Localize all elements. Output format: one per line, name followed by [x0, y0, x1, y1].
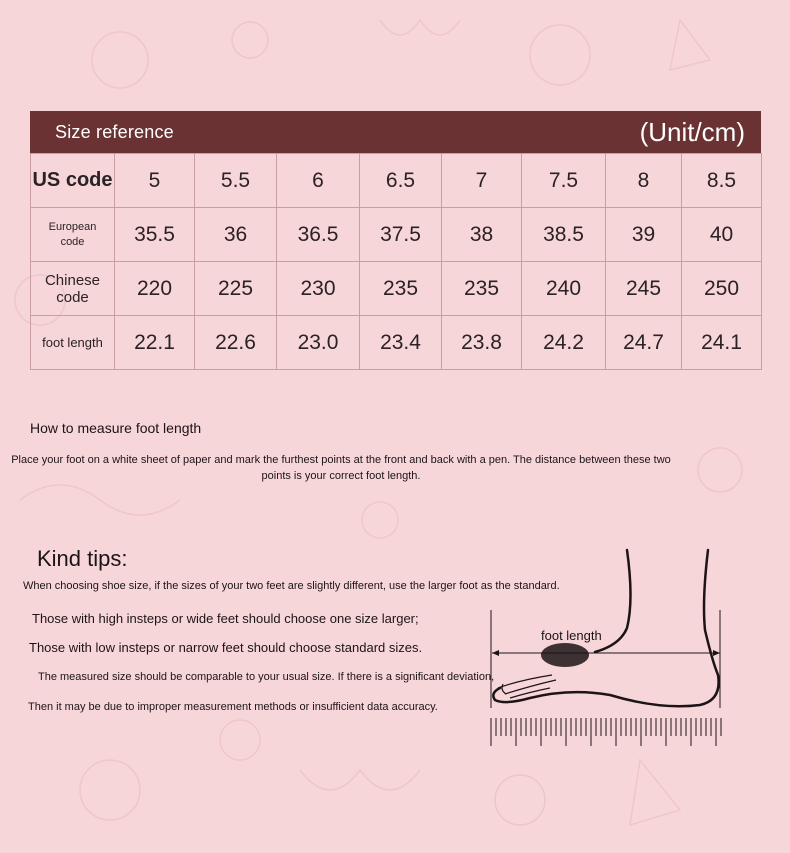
- table-cell: 36.5: [277, 208, 360, 262]
- table-cell: 7.5: [522, 154, 606, 208]
- tips-title: Kind tips:: [37, 546, 128, 571]
- measure-description: Place your foot on a white sheet of paper and mark the furthest points at the front and back with a pen. The distance between these two points is your correct foot length.: [11, 454, 671, 482]
- unit-label: (Unit/cm): [639, 117, 745, 147]
- table-cell: 250: [682, 262, 762, 316]
- table-cell: 235: [442, 262, 522, 316]
- table-cell: 235: [360, 262, 442, 316]
- table-row: [31, 154, 762, 208]
- table-row: [31, 262, 762, 316]
- foot-measure-icon: [480, 540, 740, 755]
- size-reference-title: Size reference: [55, 122, 174, 142]
- table-cell: 22.1: [115, 316, 195, 370]
- table-cell: 230: [277, 262, 360, 316]
- table-cell: 8.5: [682, 154, 762, 208]
- row-label-chinese-code: Chinese code: [31, 262, 115, 316]
- size-reference-header: [30, 111, 761, 153]
- row-label-us-code: US code: [31, 154, 115, 208]
- row-label-line: code: [60, 235, 85, 248]
- table-cell: 24.1: [682, 316, 762, 370]
- table-row: [31, 208, 762, 262]
- tip-item: Then it may be due to improper measurement methods or insufficient data accuracy.: [28, 701, 438, 713]
- table-cell: 240: [522, 262, 606, 316]
- table-cell: 5.5: [195, 154, 277, 208]
- table-cell: 22.6: [195, 316, 277, 370]
- tip-item: The measured size should be comparable to your usual size. If there is a significant deviation,: [38, 671, 495, 683]
- table-cell: 6.5: [360, 154, 442, 208]
- table-row: [31, 316, 762, 370]
- table-cell: 37.5: [360, 208, 442, 262]
- measure-title: How to measure foot length: [30, 420, 202, 436]
- table-cell: 38.5: [522, 208, 606, 262]
- table-cell: 40: [682, 208, 762, 262]
- table-cell: 38: [442, 208, 522, 262]
- size-table: [30, 153, 762, 370]
- table-cell: 23.0: [277, 316, 360, 370]
- table-cell: 23.4: [360, 316, 442, 370]
- table-cell: 225: [195, 262, 277, 316]
- table-cell: 245: [606, 262, 682, 316]
- table-cell: 24.7: [606, 316, 682, 370]
- foot-length-label: foot length: [541, 628, 602, 643]
- table-cell: 39: [606, 208, 682, 262]
- table-cell: 6: [277, 154, 360, 208]
- table-cell: 220: [115, 262, 195, 316]
- row-label-line: European: [48, 220, 97, 233]
- tip-item: When choosing shoe size, if the sizes of your two feet are slightly different, use the larger foot as the standard.: [23, 580, 560, 592]
- table-cell: 7: [442, 154, 522, 208]
- tip-item: Those with high insteps or wide feet should choose one size larger;: [32, 611, 419, 626]
- table-cell: 36: [195, 208, 277, 262]
- table-cell: 24.2: [522, 316, 606, 370]
- table-cell: 23.8: [442, 316, 522, 370]
- row-label-european-code: [31, 208, 115, 262]
- tip-item: Those with low insteps or narrow feet should choose standard sizes.: [29, 640, 423, 655]
- row-label-foot-length: foot length: [31, 316, 115, 370]
- table-cell: 35.5: [115, 208, 195, 262]
- table-cell: 8: [606, 154, 682, 208]
- table-cell: 5: [115, 154, 195, 208]
